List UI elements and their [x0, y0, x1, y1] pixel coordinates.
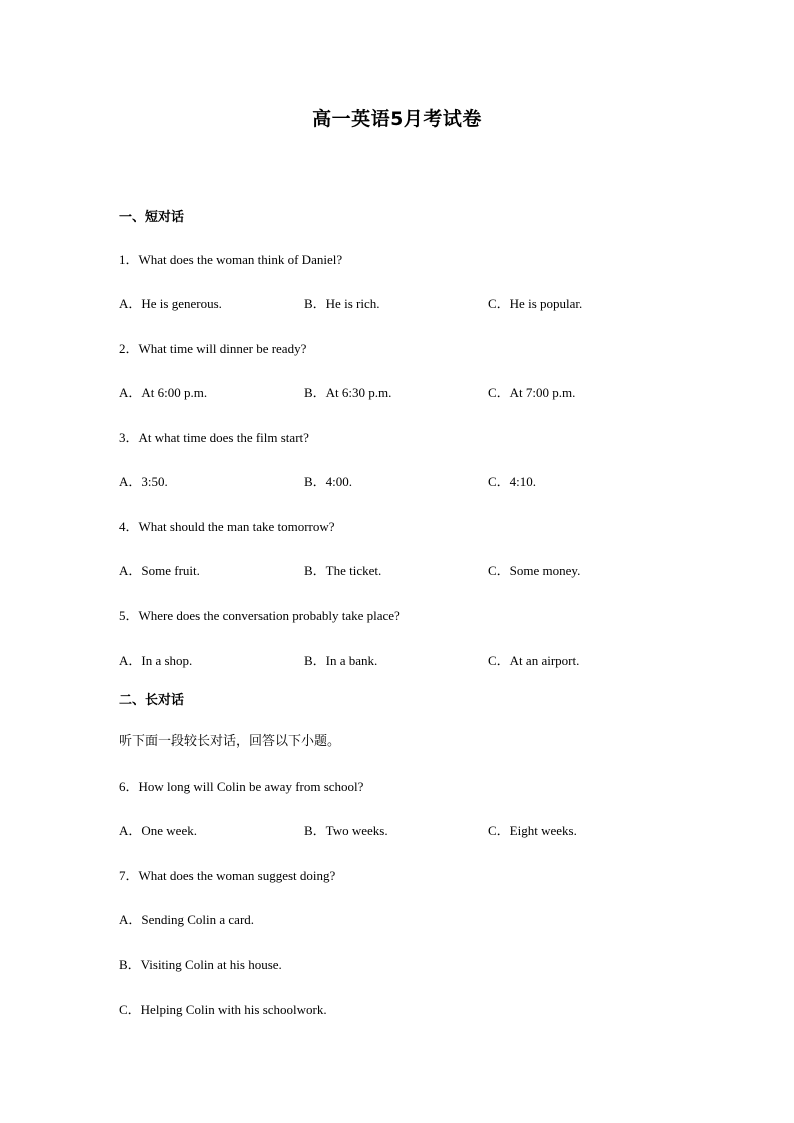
question-2: 2．What time will dinner be ready? — [119, 341, 307, 356]
option-b: B．In a bank. — [304, 653, 378, 668]
option-a: A．He is generous. — [119, 296, 222, 311]
option-a: A．3:50. — [119, 474, 168, 489]
option-b: B．Visiting Colin at his house. — [119, 957, 282, 972]
page-title: 高一英语5月考试卷 — [312, 108, 482, 130]
option-c: C．He is popular. — [488, 296, 583, 311]
option-a: A．Sending Colin a card. — [119, 912, 255, 927]
question-1: 1．What does the woman think of Daniel? — [119, 252, 343, 267]
question-5: 5．Where does the conversation probably take place? — [119, 608, 400, 623]
options-row-q3 — [119, 473, 679, 491]
option-c: C．Eight weeks. — [488, 823, 577, 838]
option-a: A．One week. — [119, 823, 197, 838]
option-c: C．At an airport. — [488, 653, 580, 668]
option-c: C．Some money. — [488, 563, 581, 578]
question-6: 6．How long will Colin be away from school? — [119, 779, 364, 794]
option-a: A．Some fruit. — [119, 563, 200, 578]
option-c: C．4:10. — [488, 474, 537, 489]
options-row-q2 — [119, 384, 679, 402]
option-a: A．In a shop. — [119, 653, 193, 668]
section-heading-long-dialogues: 二、长对话 — [119, 693, 185, 708]
options-row-q6 — [119, 822, 679, 840]
section-heading-short-dialogues: 一、短对话 — [119, 210, 185, 225]
option-b: B．4:00. — [304, 474, 353, 489]
options-row-q5 — [119, 652, 679, 670]
option-b: B．He is rich. — [304, 296, 380, 311]
question-4: 4．What should the man take tomorrow? — [119, 519, 335, 534]
option-c: C．At 7:00 p.m. — [488, 385, 576, 400]
question-7: 7．What does the woman suggest doing? — [119, 868, 336, 883]
option-c: C．Helping Colin with his schoolwork. — [119, 1002, 327, 1017]
option-b: B．Two weeks. — [304, 823, 388, 838]
option-b: B．The ticket. — [304, 563, 382, 578]
option-a: A．At 6:00 p.m. — [119, 385, 208, 400]
options-row-q1 — [119, 295, 679, 313]
section-instruction: 听下面一段较长对话，回答以下小题。 — [119, 734, 341, 749]
question-3: 3．At what time does the film start? — [119, 430, 309, 445]
option-b: B．At 6:30 p.m. — [304, 385, 392, 400]
options-row-q4 — [119, 562, 679, 580]
